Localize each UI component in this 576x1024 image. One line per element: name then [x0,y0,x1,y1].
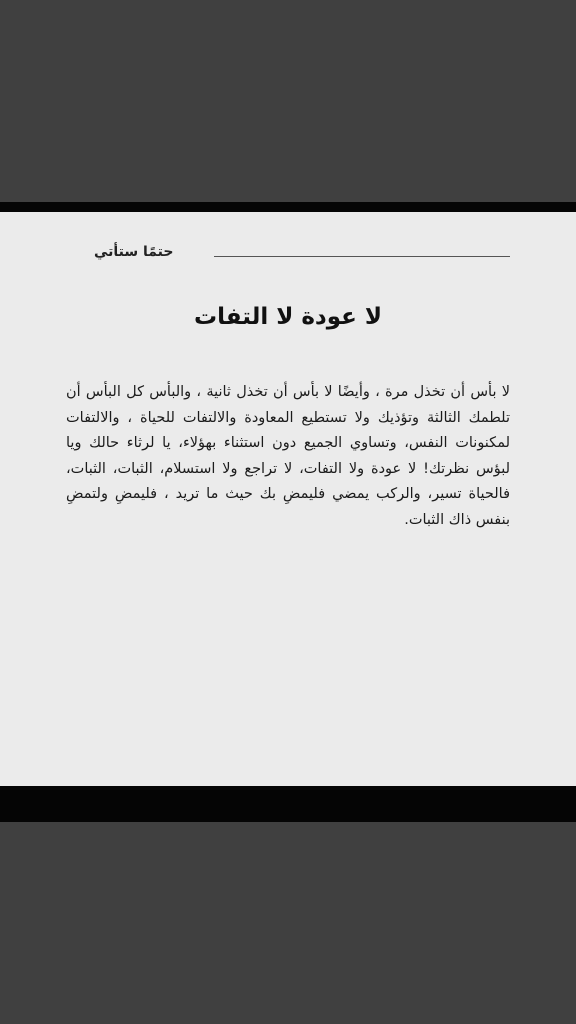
chapter-title: لا عودة لا التفات [194,304,382,330]
running-head [66,242,510,272]
bottom-frame [0,822,576,1024]
body-paragraph: لا بأس أن تخذل مرة ، وأيضًا لا بأس أن تخذل ثانية ، والبأس كل البأس أن تلطمك الثالثة وتؤذيك ولا تستطيع المعاودة والالتفات للحياة ، والالتفات لمكنونات النفس، وتساوي الجميع دون استثناء بهؤلاء، يا لرثاء حالك ويا لبؤس نظرتك! لا عودة ولا التفات، لا تراجع ولا استسلام، الثبات، الثبات، فالحياة تسير، والركب يمضي فليمضِ بك حيث ما تريد ، فليمضِ ولتمضِ بنفس ذاك الثبات. [66,384,510,528]
book-page [0,212,576,786]
header-rule [214,256,510,257]
running-head-text: حتمًا ستأتي [94,244,174,260]
top-frame [0,0,576,202]
bottom-black-bar [0,786,576,822]
top-black-bar [0,202,576,212]
